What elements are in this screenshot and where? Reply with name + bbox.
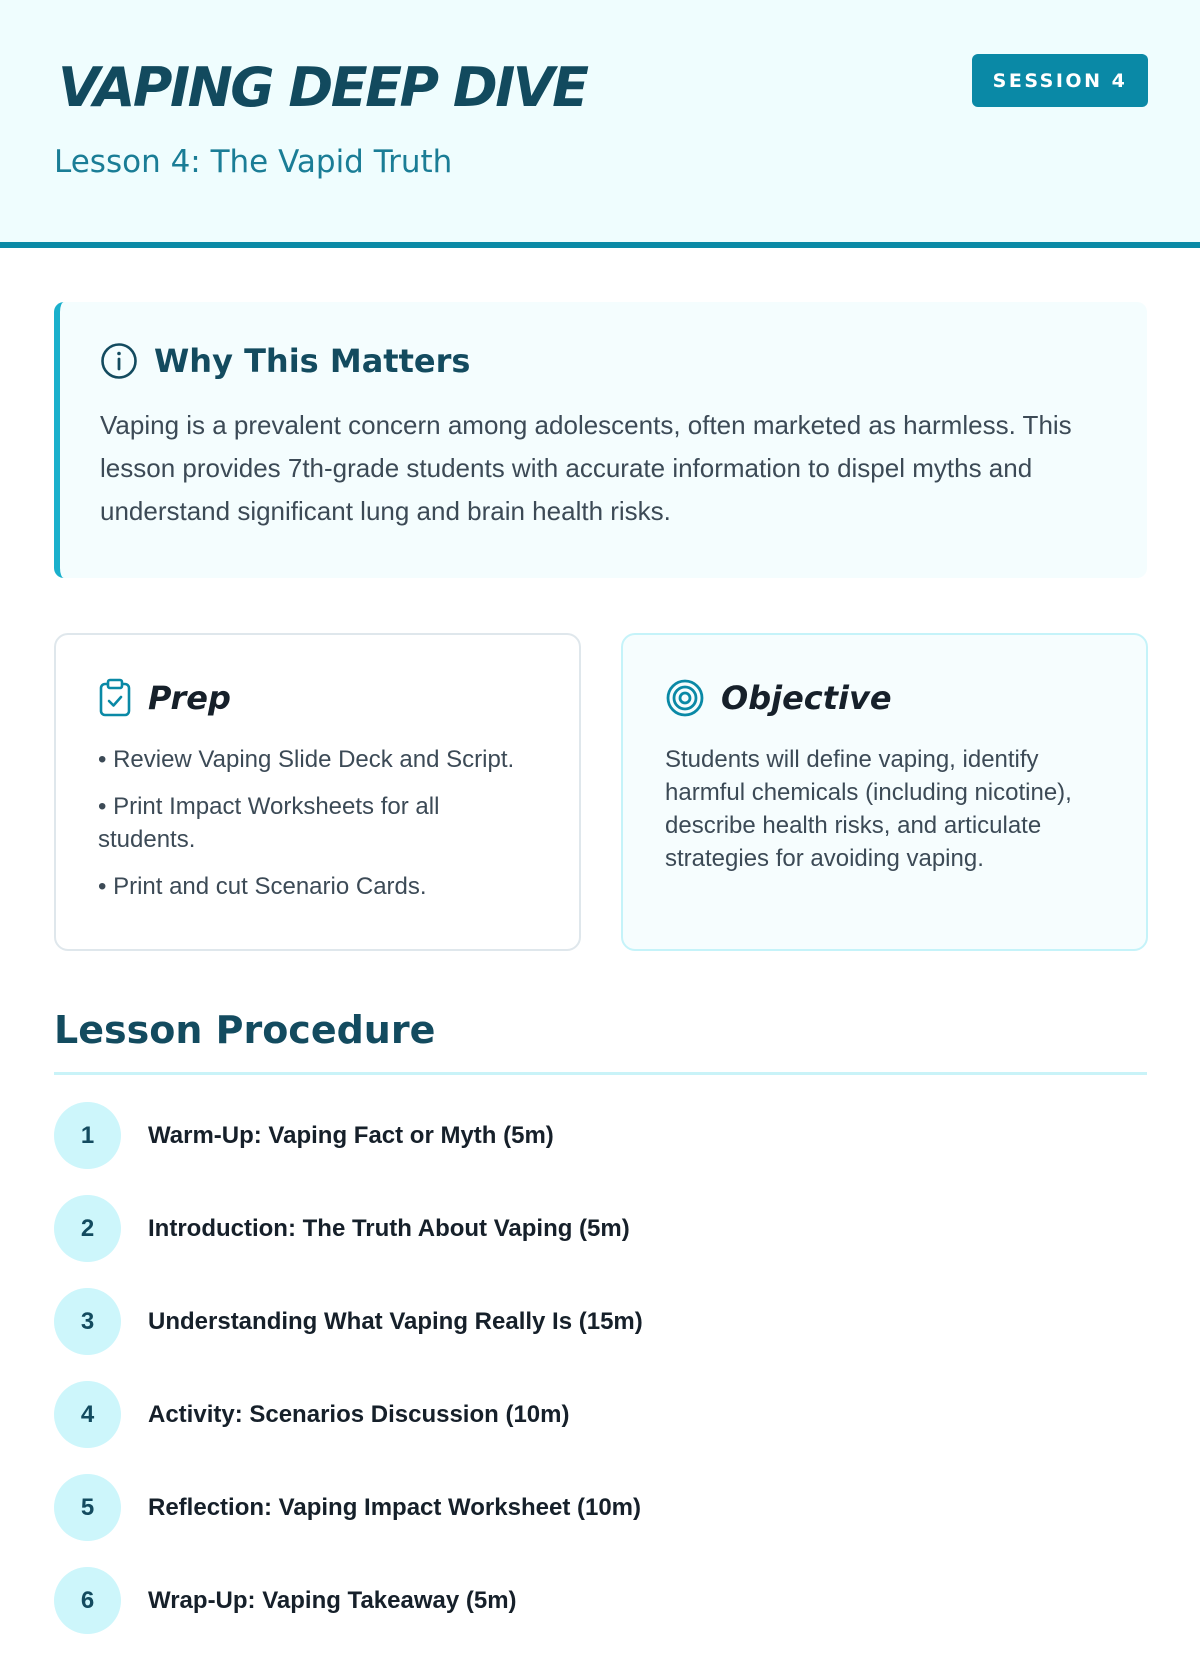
step-number: 5 (54, 1474, 121, 1541)
step-number: 2 (54, 1195, 121, 1262)
why-this-matters-callout (54, 302, 1147, 578)
session-badge: SESSION 4 (972, 54, 1148, 107)
prep-heading (98, 675, 539, 721)
objective-text: Students will define vaping, identify harmful chemicals (including nicotine), describe health risks, and articulate strategies for avoiding vaping. (665, 746, 1072, 872)
procedure-step (54, 1567, 1147, 1634)
procedure-step (54, 1288, 1147, 1355)
prep-item: • Print and cut Scenario Cards. (98, 873, 427, 900)
step-number: 4 (54, 1381, 121, 1448)
procedure-step (54, 1474, 1147, 1541)
objective-card (621, 633, 1148, 951)
procedure-step (54, 1195, 1147, 1262)
why-text: Vaping is a prevalent concern among adolescents, often marketed as harmless. This lesson provides 7th-grade students with accurate information to dispel myths and understand significant lung and brain health risks. (100, 410, 1072, 526)
lesson-header (0, 0, 1200, 248)
step-label: Understanding What Vaping Really Is (15m) (148, 1307, 643, 1335)
step-number: 3 (54, 1288, 121, 1355)
step-label: Warm-Up: Vaping Fact or Myth (5m) (148, 1121, 554, 1149)
objective-heading (665, 675, 1106, 721)
why-heading (100, 342, 1107, 380)
prep-card (54, 633, 581, 951)
prep-item: • Review Vaping Slide Deck and Script. (98, 746, 515, 773)
prep-item: • Print Impact Worksheets for all students. (98, 793, 440, 853)
lesson-subtitle: Lesson 4: The Vapid Truth (54, 144, 453, 180)
step-label: Reflection: Vaping Impact Worksheet (10m) (148, 1493, 641, 1521)
why-title: Why This Matters (154, 342, 471, 380)
step-label: Activity: Scenarios Discussion (10m) (148, 1400, 570, 1428)
prep-title: Prep (148, 679, 231, 717)
prep-list (98, 743, 539, 903)
step-number: 6 (54, 1567, 121, 1634)
procedure-title: Lesson Procedure (54, 1008, 436, 1052)
step-label: Wrap-Up: Vaping Takeaway (5m) (148, 1586, 517, 1614)
target-icon (665, 678, 705, 718)
objective-title: Objective (721, 679, 892, 717)
procedure-step (54, 1102, 1147, 1169)
clipboard-check-icon (98, 678, 132, 718)
procedure-steps (54, 1102, 1147, 1660)
procedure-divider (54, 1072, 1147, 1075)
info-icon (100, 342, 138, 380)
step-number: 1 (54, 1102, 121, 1169)
step-label: Introduction: The Truth About Vaping (5m) (148, 1214, 630, 1242)
procedure-step (54, 1381, 1147, 1448)
page-title: VAPING DEEP DIVE (58, 56, 587, 119)
